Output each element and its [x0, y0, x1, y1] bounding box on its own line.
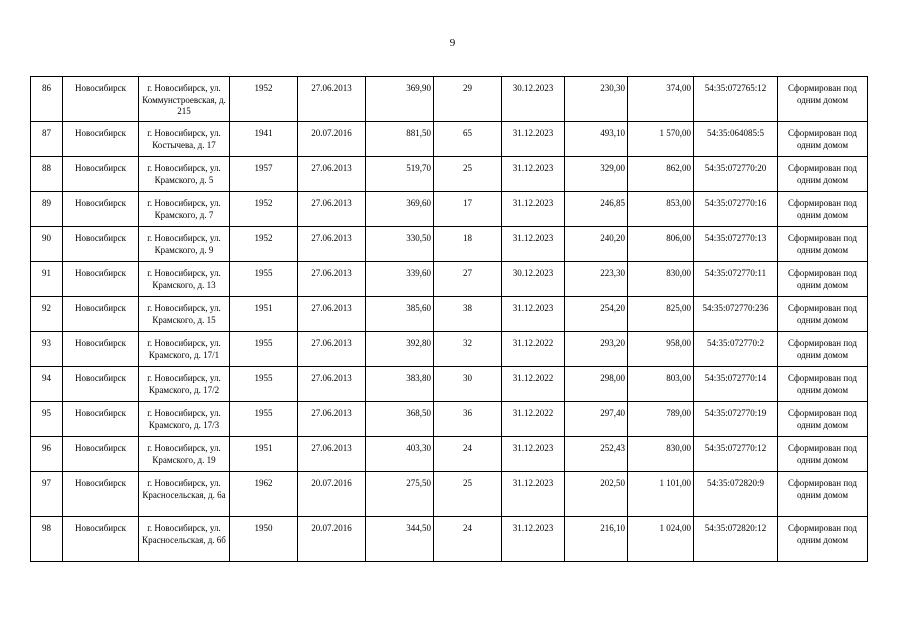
cadastral-number-cell: 54:35:072770:14: [694, 367, 778, 402]
area-secondary-cell: 230,30: [565, 77, 628, 122]
row-number: 97: [31, 472, 63, 517]
address-cell: г. Новосибирск, ул. Костычева, д. 17: [139, 122, 230, 157]
area-cell: 519,70: [366, 157, 434, 192]
area-secondary-cell: 297,40: [565, 402, 628, 437]
row-number: 87: [31, 122, 63, 157]
table-row: [31, 192, 868, 227]
area-secondary-cell: 493,10: [565, 122, 628, 157]
row-number: 89: [31, 192, 63, 227]
year-built-cell: 1955: [230, 367, 298, 402]
city-cell: Новосибирск: [63, 402, 139, 437]
cadastral-number-cell: 54:35:072770:19: [694, 402, 778, 437]
cadastral-number-cell: 54:35:072770:236: [694, 297, 778, 332]
land-status-cell: Сформирован под одним домом: [778, 227, 868, 262]
housing-registry-table: [30, 76, 868, 562]
address-cell: г. Новосибирск, ул. Крамского, д. 7: [139, 192, 230, 227]
city-cell: Новосибирск: [63, 437, 139, 472]
deadline-date-cell: 31.12.2022: [502, 367, 565, 402]
table-row: [31, 122, 868, 157]
year-built-cell: 1951: [230, 297, 298, 332]
deadline-date-cell: 31.12.2023: [502, 297, 565, 332]
city-cell: Новосибирск: [63, 332, 139, 367]
area-cell: 385,60: [366, 297, 434, 332]
cadastral-number-cell: 54:35:072820:12: [694, 517, 778, 562]
area-secondary-cell: 246,85: [565, 192, 628, 227]
area-secondary-cell: 329,00: [565, 157, 628, 192]
count-cell: 29: [434, 77, 502, 122]
count-cell: 30: [434, 367, 502, 402]
count-cell: 65: [434, 122, 502, 157]
address-cell: г. Новосибирск, ул. Крамского, д. 9: [139, 227, 230, 262]
row-number: 96: [31, 437, 63, 472]
deadline-date-cell: 31.12.2023: [502, 517, 565, 562]
address-cell: г. Новосибирск, ул. Крамского, д. 13: [139, 262, 230, 297]
address-cell: г. Новосибирск, ул. Крамского, д. 17/3: [139, 402, 230, 437]
land-area-cell: 806,00: [628, 227, 694, 262]
city-cell: Новосибирск: [63, 157, 139, 192]
row-number: 88: [31, 157, 63, 192]
count-cell: 18: [434, 227, 502, 262]
deadline-date-cell: 31.12.2023: [502, 157, 565, 192]
count-cell: 27: [434, 262, 502, 297]
table-row: [31, 402, 868, 437]
land-area-cell: 830,00: [628, 262, 694, 297]
row-number: 92: [31, 297, 63, 332]
date-cell: 27.06.2013: [298, 297, 366, 332]
address-cell: г. Новосибирск, ул. Крамского, д. 17/2: [139, 367, 230, 402]
cadastral-number-cell: 54:35:072820:9: [694, 472, 778, 517]
area-secondary-cell: 240,20: [565, 227, 628, 262]
area-secondary-cell: 252,43: [565, 437, 628, 472]
land-status-cell: Сформирован под одним домом: [778, 517, 868, 562]
deadline-date-cell: 31.12.2023: [502, 437, 565, 472]
address-cell: г. Новосибирск, ул. Крамского, д. 15: [139, 297, 230, 332]
city-cell: Новосибирск: [63, 122, 139, 157]
city-cell: Новосибирск: [63, 297, 139, 332]
land-area-cell: 1 101,00: [628, 472, 694, 517]
land-status-cell: Сформирован под одним домом: [778, 192, 868, 227]
address-cell: г. Новосибирск, ул. Крамского, д. 17/1: [139, 332, 230, 367]
land-area-cell: 958,00: [628, 332, 694, 367]
address-cell: г. Новосибирск, ул. Крамского, д. 19: [139, 437, 230, 472]
land-status-cell: Сформирован под одним домом: [778, 262, 868, 297]
land-area-cell: 853,00: [628, 192, 694, 227]
table-row: [31, 77, 868, 122]
deadline-date-cell: 30.12.2023: [502, 77, 565, 122]
city-cell: Новосибирск: [63, 227, 139, 262]
year-built-cell: 1962: [230, 472, 298, 517]
area-cell: 275,50: [366, 472, 434, 517]
deadline-date-cell: 31.12.2023: [502, 122, 565, 157]
date-cell: 27.06.2013: [298, 332, 366, 367]
area-secondary-cell: 223,30: [565, 262, 628, 297]
area-cell: 330,50: [366, 227, 434, 262]
row-number: 94: [31, 367, 63, 402]
year-built-cell: 1955: [230, 402, 298, 437]
city-cell: Новосибирск: [63, 192, 139, 227]
page-number: 9: [449, 37, 456, 49]
area-cell: 369,60: [366, 192, 434, 227]
count-cell: 24: [434, 437, 502, 472]
address-cell: г. Новосибирск, ул. Крамского, д. 5: [139, 157, 230, 192]
deadline-date-cell: 30.12.2023: [502, 262, 565, 297]
date-cell: 20.07.2016: [298, 122, 366, 157]
cadastral-number-cell: 54:35:072765:12: [694, 77, 778, 122]
count-cell: 17: [434, 192, 502, 227]
year-built-cell: 1955: [230, 332, 298, 367]
cadastral-number-cell: 54:35:072770:13: [694, 227, 778, 262]
cadastral-number-cell: 54:35:072770:20: [694, 157, 778, 192]
table-row: [31, 262, 868, 297]
deadline-date-cell: 31.12.2022: [502, 332, 565, 367]
land-area-cell: 374,00: [628, 77, 694, 122]
land-area-cell: 825,00: [628, 297, 694, 332]
address-cell: г. Новосибирск, ул. Красносельская, д. 6б: [139, 517, 230, 562]
city-cell: Новосибирск: [63, 77, 139, 122]
cadastral-number-cell: 54:35:072770:16: [694, 192, 778, 227]
land-status-cell: Сформирован под одним домом: [778, 157, 868, 192]
table-row: [31, 437, 868, 472]
land-area-cell: 1 570,00: [628, 122, 694, 157]
table-row: [31, 367, 868, 402]
land-status-cell: Сформирован под одним домом: [778, 77, 868, 122]
city-cell: Новосибирск: [63, 472, 139, 517]
table-row: [31, 472, 868, 517]
year-built-cell: 1955: [230, 262, 298, 297]
date-cell: 27.06.2013: [298, 192, 366, 227]
year-built-cell: 1950: [230, 517, 298, 562]
area-cell: 344,50: [366, 517, 434, 562]
cadastral-number-cell: 54:35:072770:12: [694, 437, 778, 472]
land-status-cell: Сформирован под одним домом: [778, 437, 868, 472]
land-area-cell: 830,00: [628, 437, 694, 472]
date-cell: 27.06.2013: [298, 157, 366, 192]
land-status-cell: Сформирован под одним домом: [778, 297, 868, 332]
area-secondary-cell: 293,20: [565, 332, 628, 367]
table-row: [31, 227, 868, 262]
year-built-cell: 1952: [230, 192, 298, 227]
city-cell: Новосибирск: [63, 262, 139, 297]
deadline-date-cell: 31.12.2023: [502, 227, 565, 262]
table-row: [31, 157, 868, 192]
city-cell: Новосибирск: [63, 517, 139, 562]
land-status-cell: Сформирован под одним домом: [778, 472, 868, 517]
count-cell: 24: [434, 517, 502, 562]
city-cell: Новосибирск: [63, 367, 139, 402]
address-cell: г. Новосибирск, ул. Красносельская, д. 6а: [139, 472, 230, 517]
year-built-cell: 1951: [230, 437, 298, 472]
table-row: [31, 297, 868, 332]
area-cell: 368,50: [366, 402, 434, 437]
area-cell: 383,80: [366, 367, 434, 402]
date-cell: 27.06.2013: [298, 77, 366, 122]
area-secondary-cell: 254,20: [565, 297, 628, 332]
date-cell: 20.07.2016: [298, 517, 366, 562]
area-cell: 881,50: [366, 122, 434, 157]
count-cell: 36: [434, 402, 502, 437]
address-cell: г. Новосибирск, ул. Коммунстроевская, д. 215: [139, 77, 230, 122]
row-number: 93: [31, 332, 63, 367]
date-cell: 27.06.2013: [298, 367, 366, 402]
land-area-cell: 862,00: [628, 157, 694, 192]
date-cell: 27.06.2013: [298, 402, 366, 437]
land-status-cell: Сформирован под одним домом: [778, 332, 868, 367]
count-cell: 38: [434, 297, 502, 332]
row-number: 91: [31, 262, 63, 297]
area-secondary-cell: 298,00: [565, 367, 628, 402]
area-secondary-cell: 202,50: [565, 472, 628, 517]
count-cell: 32: [434, 332, 502, 367]
area-cell: 369,90: [366, 77, 434, 122]
cadastral-number-cell: 54:35:064085:5: [694, 122, 778, 157]
land-status-cell: Сформирован под одним домом: [778, 122, 868, 157]
year-built-cell: 1952: [230, 77, 298, 122]
land-area-cell: 1 024,00: [628, 517, 694, 562]
date-cell: 27.06.2013: [298, 437, 366, 472]
row-number: 86: [31, 77, 63, 122]
year-built-cell: 1952: [230, 227, 298, 262]
land-status-cell: Сформирован под одним домом: [778, 402, 868, 437]
deadline-date-cell: 31.12.2022: [502, 402, 565, 437]
area-cell: 339,60: [366, 262, 434, 297]
count-cell: 25: [434, 472, 502, 517]
deadline-date-cell: 31.12.2023: [502, 192, 565, 227]
area-cell: 392,80: [366, 332, 434, 367]
land-area-cell: 803,00: [628, 367, 694, 402]
row-number: 95: [31, 402, 63, 437]
row-number: 90: [31, 227, 63, 262]
cadastral-number-cell: 54:35:072770:11: [694, 262, 778, 297]
land-area-cell: 789,00: [628, 402, 694, 437]
date-cell: 27.06.2013: [298, 227, 366, 262]
deadline-date-cell: 31.12.2023: [502, 472, 565, 517]
table-row: [31, 332, 868, 367]
year-built-cell: 1957: [230, 157, 298, 192]
area-secondary-cell: 216,10: [565, 517, 628, 562]
land-status-cell: Сформирован под одним домом: [778, 367, 868, 402]
area-cell: 403,30: [366, 437, 434, 472]
row-number: 98: [31, 517, 63, 562]
count-cell: 25: [434, 157, 502, 192]
year-built-cell: 1941: [230, 122, 298, 157]
date-cell: 20.07.2016: [298, 472, 366, 517]
table-row: [31, 517, 868, 562]
cadastral-number-cell: 54:35:072770:2: [694, 332, 778, 367]
date-cell: 27.06.2013: [298, 262, 366, 297]
